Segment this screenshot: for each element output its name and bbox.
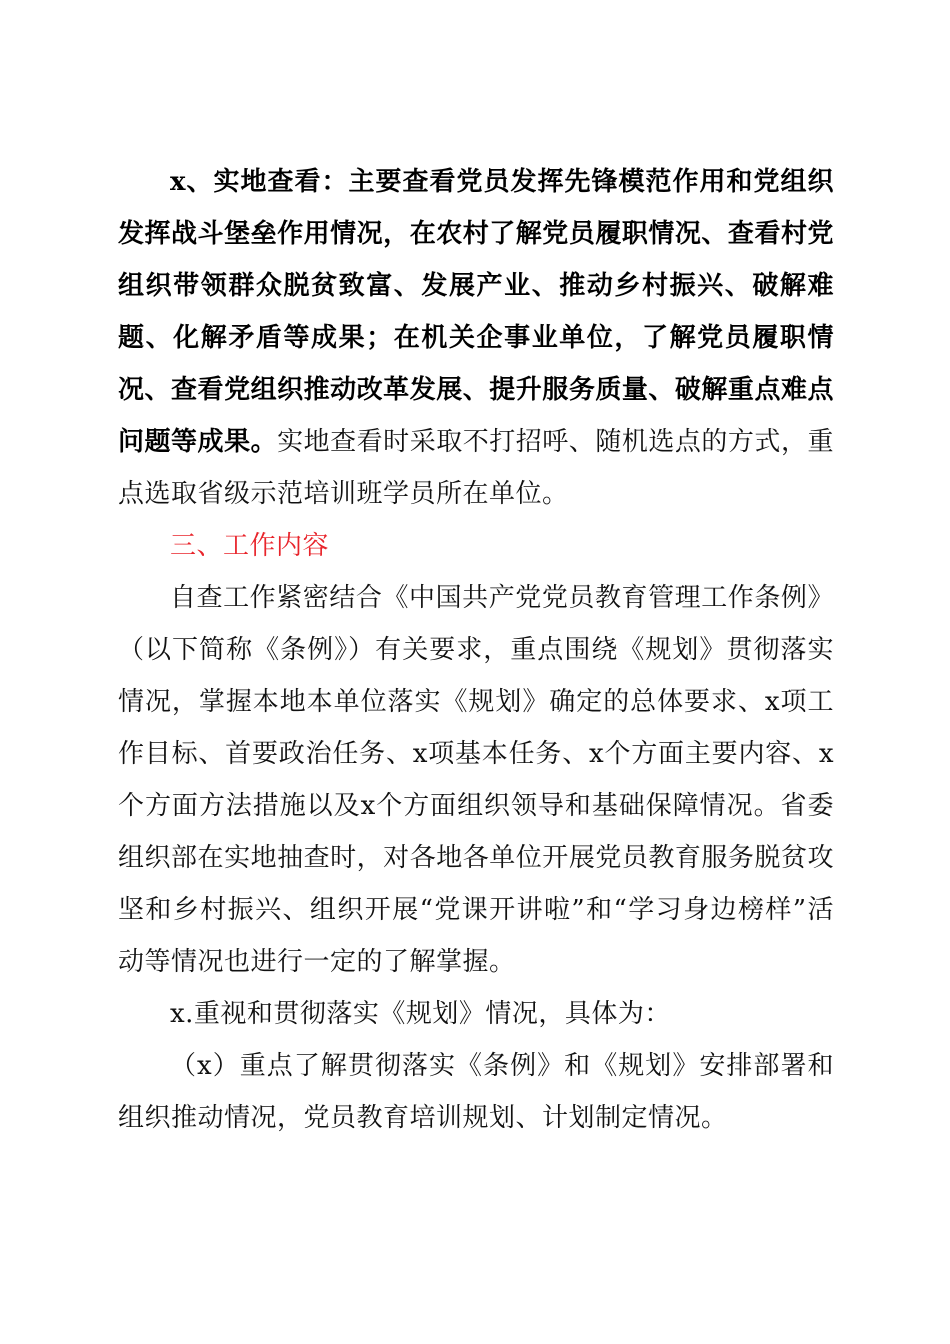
section-heading-work-content: 三、工作内容 bbox=[170, 531, 330, 561]
paragraph-self-inspection: 自查工作紧密结合《中国共产党党员教育管理工作条例》（以下简称《条例》）有关要求，重点围绕《规划》贯彻落实情况，掌握本地本单位落实《规划》确定的总体要求、x项工作目标、首要政治任务、x项基本任务、x个方面主要内容、x个方面方法措施以及x个方面组织领导和基础保障情况。省委组织部在实地抽查时，对各地各单位开展党员教育服务脱贫攻坚和乡村振兴、组织开展“党课开讲啦”和“学习身边榜样”活动等情况也进行一定的了解掌握。 bbox=[118, 583, 834, 977]
document-page bbox=[118, 156, 834, 1144]
site-inspection-bold-text: x、实地查看：主要查看党员发挥先锋模范作用和党组织发挥战斗堡垒作用情况，在农村了解党员履职情况、查看村党组织带领群众脱贫致富、发展产业、推动乡村振兴、破解难题、化解矛盾等成果；在机关企事业单位，了解党员履职情况、查看党组织推动改革发展、提升服务质量、破解重点难点问题等成果。 bbox=[118, 167, 834, 457]
list-subitem-1: （x）重点了解贯彻落实《条例》和《规划》安排部署和组织推动情况，党员教育培训规划、计划制定情况。 bbox=[118, 1051, 834, 1133]
list-item-1: x.重视和贯彻落实《规划》情况，具体为： bbox=[170, 999, 671, 1029]
site-inspection-normal-text: 实地查看时采取不打招呼、随机选点的方式，重点选取省级示范培训班学员所在单位。 bbox=[118, 427, 834, 509]
paragraph-site-inspection bbox=[118, 156, 834, 520]
